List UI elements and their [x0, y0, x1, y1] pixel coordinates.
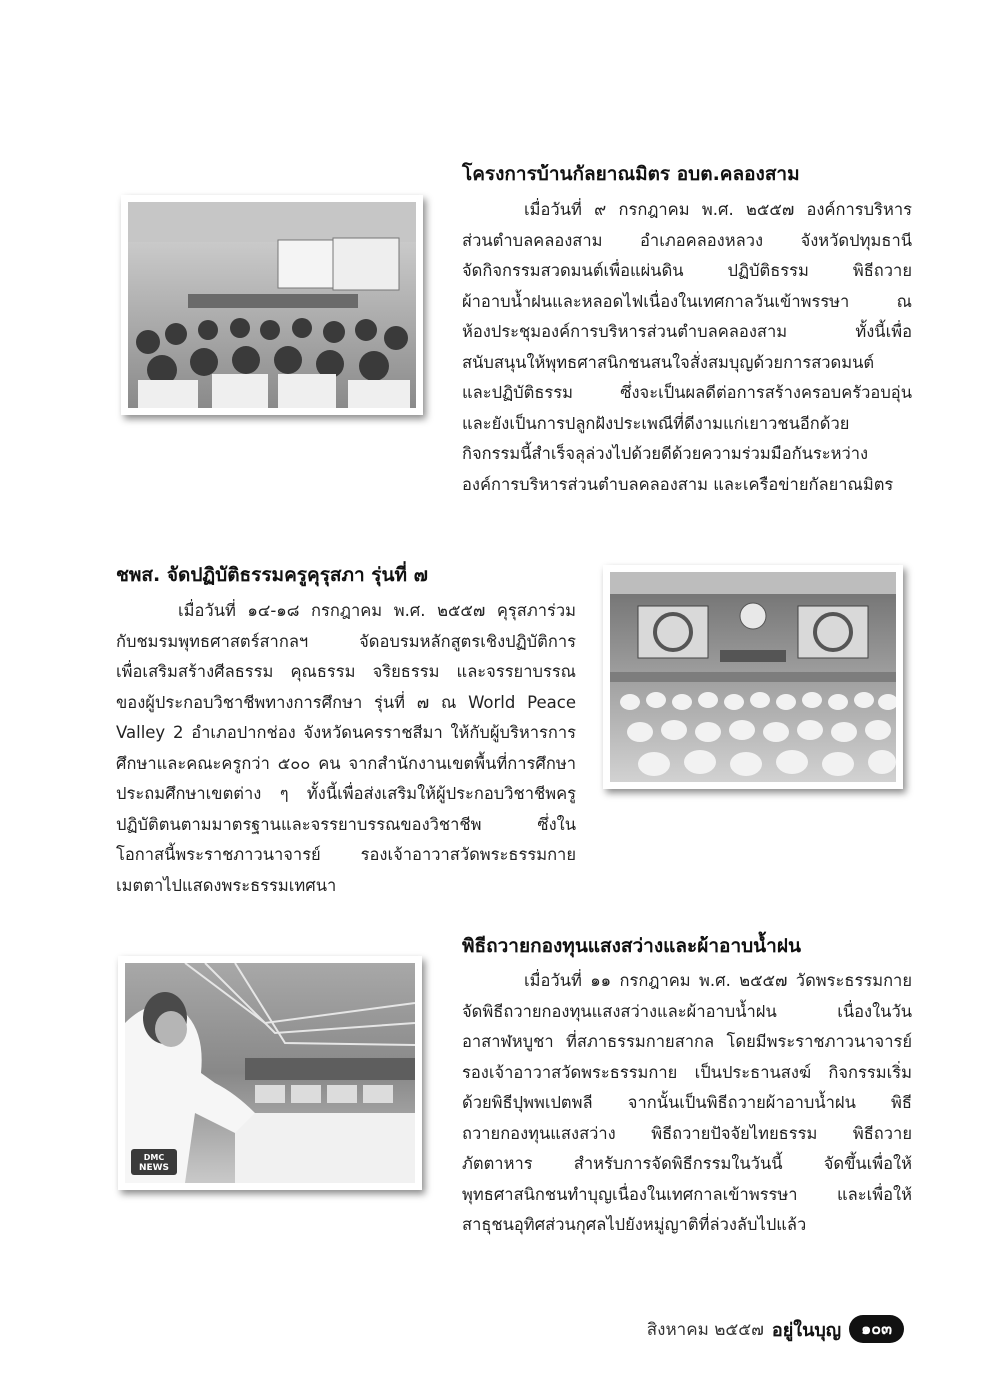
article-2-line: เมตตาไปแสดงพระธรรมเทศนา — [116, 875, 337, 895]
dmc-news-logo-sub: NEWS — [138, 1163, 170, 1173]
article-2-title: ชพส. จัดปฏิบัติธรรมครูคุรุสภา รุ่นที่ ๗ — [116, 564, 428, 586]
article-3-line: ถวายกองทุนแสงสว่าง พิธีถวายปัจจัยไทยธรรม พิธีถวาย — [462, 1123, 912, 1143]
article-2-line: เมื่อวันที่ ๑๔-๑๘ กรกฎาคม พ.ศ. ๒๕๕๗ คุรุสภาร่วม — [178, 601, 576, 620]
photo-offering-ceremony-image — [125, 963, 415, 1183]
article-3-line: อาสาฬหบูชา ที่สภาธรรมกายสากล โดยมีพระราชภาวนาจารย์ — [462, 1032, 912, 1051]
article-1-line: ห้องประชุมองค์การบริหารส่วนตำบลคลองสาม ทั้งนี้เพื่อ — [462, 322, 912, 341]
footer-page-number: ๑๐๓ — [849, 1315, 904, 1343]
article-2-line: กับชมรมพุทธศาสตร์สากลฯ จัดอบรมหลักสูตรเชิงปฏิบัติการ — [116, 631, 576, 651]
article-3-title: พิธีถวายกองทุนแสงสว่างและผ้าอาบน้ำฝน — [462, 935, 801, 957]
article-1-line: จัดกิจกรรมสวดมนต์เพื่อแผ่นดิน ปฏิบัติธรรม พิธีถวาย — [462, 261, 912, 280]
article-3-body — [462, 966, 912, 1241]
article-3-line: รองเจ้าอาวาสวัดพระธรรมกาย เป็นประธานสงฆ์ กิจกรรมเริ่ม — [462, 1062, 912, 1082]
article-3-line: ภัตตาหาร สำหรับการจัดพิธีกรรมในวันนี้ จัดขึ้นเพื่อให้ — [462, 1154, 912, 1173]
photo-retreat-hall-image — [610, 572, 896, 782]
photo-retreat-hall — [603, 565, 903, 789]
article-1-line: เมื่อวันที่ ๙ กรกฎาคม พ.ศ. ๒๕๕๗ องค์การบริหาร — [524, 200, 912, 219]
article-2-line: ปฏิบัติตนตามมาตรฐานและจรรยาบรรณของวิชาชีพ ซึ่งใน — [116, 814, 576, 834]
article-2-line: Valley 2 อำเภอปากช่อง จังหวัดนครราชสีมา ให้กับผู้บริหารการ — [116, 723, 576, 742]
footer-magazine-name: อยู่ในบุญ — [771, 1319, 842, 1341]
article-3-line: จัดพิธีถวายกองทุนแสงสว่างและผ้าอาบน้ำฝน เนื่องในวัน — [462, 1001, 912, 1021]
article-1-line: สนับสนุนให้พุทธศาสนิกชนสนใจสั่งสมบุญด้วยการสวดมนต์ — [462, 352, 875, 372]
article-1-title: โครงการบ้านกัลยาณมิตร อบต.คลองสาม — [462, 163, 800, 185]
article-1-body — [462, 195, 912, 500]
article-2-line: ประถมศึกษาเขตต่าง ๆ ทั้งนี้เพื่อส่งเสริมให้ผู้ประกอบวิชาชีพครู — [116, 784, 576, 803]
article-1-line: และปฏิบัติธรรม ซึ่งจะเป็นผลดีต่อการสร้างครอบครัวอบอุ่น — [462, 383, 912, 402]
article-1-line: และยังเป็นการปลูกฝังประเพณีที่ดีงามแก่เยาวชนอีกด้วย — [462, 413, 850, 433]
article-1-line: ส่วนตำบลคลองสาม อำเภอคลองหลวง จังหวัดปทุมธานี — [462, 230, 912, 250]
photo-offering-ceremony — [118, 956, 422, 1190]
article-1-line: องค์การบริหารส่วนตำบลคลองสาม และเครือข่ายกัลยาณมิตร — [462, 474, 894, 494]
article-3-line: ด้วยพิธีปุพพเปตพลี จากนั้นเป็นพิธีถวายผ้าอาบน้ำฝน พิธี — [462, 1093, 912, 1112]
page-footer — [647, 1315, 904, 1343]
article-3-line: สาธุชนอุทิศส่วนกุศลไปยังหมู่ญาติที่ล่วงลับไปแล้ว — [462, 1215, 807, 1234]
article-1-line: กิจกรรมนี้สำเร็จลุล่วงไปด้วยดีด้วยความร่วมมือกันระหว่าง — [462, 444, 869, 463]
photo-meeting-room-image — [128, 202, 416, 408]
article-2-body — [116, 596, 576, 901]
article-2-line: โอกาสนี้พระราชภาวนาจารย์ รองเจ้าอาวาสวัดพระธรรมกาย — [116, 845, 576, 864]
article-1-line: ผ้าอาบน้ำฝนและหลอดไฟเนื่องในเทศกาลวันเข้าพรรษา ณ — [462, 291, 912, 311]
article-2-line: เพื่อเสริมสร้างศีลธรรม คุณธรรม จริยธรรม และจรรยาบรรณ — [116, 662, 576, 681]
article-2-line: ศึกษาและคณะครูกว่า ๕๐๐ คน จากสำนักงานเขตพื้นที่การศึกษา — [116, 753, 576, 773]
article-2-line: ของผู้ประกอบวิชาชีพทางการศึกษา รุ่นที่ ๗ ณ World Peace — [116, 692, 576, 712]
dmc-news-logo: DMC — [143, 1153, 165, 1162]
footer-issue-date: สิงหาคม ๒๕๕๗ — [646, 1319, 764, 1340]
photo-meeting-room — [121, 195, 423, 415]
article-3-line: เมื่อวันที่ ๑๑ กรกฎาคม พ.ศ. ๒๕๕๗ วัดพระธรรมกาย — [524, 971, 912, 990]
article-3-line: พุทธศาสนิกชนทำบุญเนื่องในเทศกาลเข้าพรรษา และเพื่อให้ — [462, 1184, 912, 1204]
